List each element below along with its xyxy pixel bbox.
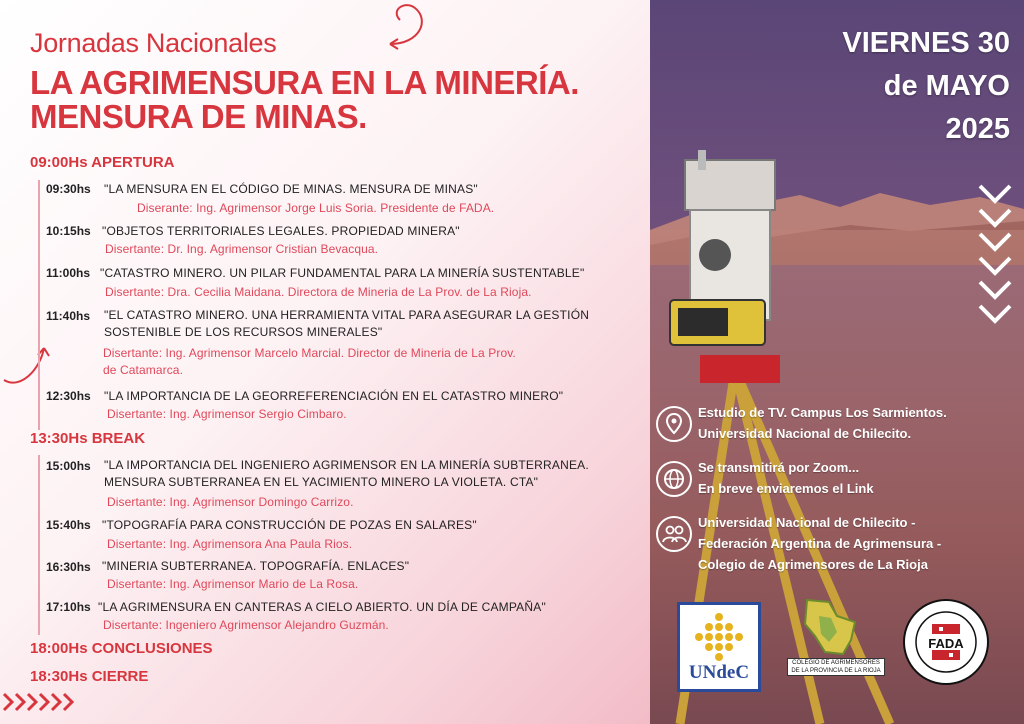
- undec-dots-icon: [680, 609, 758, 664]
- talk-time: 11:00hs: [46, 266, 91, 280]
- fada-logo: [902, 598, 990, 686]
- talk-speaker: Diserante: Ing. Agrimensor Jorge Luis Soria. Presidente de FADA.: [137, 201, 495, 215]
- talk-speaker: Disertante: Ing. Agrimensora Ana Paula Rios.: [107, 537, 353, 551]
- talk-speaker: Disertante: Ing. Agrimensor Mario de La Rosa.: [107, 577, 359, 591]
- talk-title: "TOPOGRAFÍA PARA CONSTRUCCIÓN DE POZAS EN SALARES": [102, 518, 477, 532]
- timeline-line-2: [38, 455, 40, 635]
- talk-speaker: Disertante: Ingeniero Agrimensor Alejandro Guzmán.: [103, 618, 389, 632]
- event-title: LA AGRIMENSURA EN LA MINERÍA. MENSURA DE MINAS.: [30, 64, 579, 135]
- fada-logo-text: FADA: [928, 636, 964, 651]
- talk-time: 10:15hs: [46, 224, 91, 238]
- talk-speaker: Disertante: Ing. Agrimensor Marcelo Marcial. Director de Mineria de La Prov. de Catamarca.: [103, 346, 516, 377]
- location-pin-icon: [656, 406, 692, 442]
- talk-speaker: Disertante: Ing. Agrimensor Domingo Carrizo.: [107, 495, 354, 509]
- talk-time: 16:30hs: [46, 560, 91, 574]
- globe-icon: [656, 461, 692, 497]
- talk-speaker: Disertante: Ing. Agrimensor Sergio Cimbaro.: [107, 407, 347, 421]
- talk-title: "MINERIA SUBTERRANEA. TOPOGRAFÍA. ENLACES": [102, 559, 410, 573]
- colegio-logo-line2: DE LA PROVINCIA DE LA RIOJA: [791, 668, 881, 674]
- timeline-line-1: [38, 180, 40, 430]
- undec-logo: [677, 602, 761, 692]
- la-rioja-map-icon: [785, 596, 885, 658]
- conclusions-label: 18:00Hs CONCLUSIONES: [30, 640, 213, 657]
- event-date: VIERNES 30 de MAYO 2025: [842, 27, 1010, 145]
- talk-title: "EL CATASTRO MINERO. UNA HERRAMIENTA VITAL PARA ASEGURAR LA GESTIÓN SOSTENIBLE DE LOS RECURSOS MINERALES": [104, 308, 590, 339]
- talk-time: 15:00hs: [46, 459, 91, 473]
- swirl-arrow-icon: [360, 0, 450, 50]
- stream-info: Se transmitirá por Zoom... En breve enviaremos el Link: [698, 460, 874, 496]
- chevrons-right-icon: [0, 690, 90, 714]
- closing-label: 18:30Hs CIERRE: [30, 668, 149, 685]
- colegio-logo-line1: COLEGIO DE AGRIMENSORES: [792, 660, 880, 666]
- talk-title: "LA AGRIMENSURA EN CANTERAS A CIELO ABIERTO. UN DÍA DE CAMPAÑA": [98, 600, 546, 614]
- chevrons-down-icon: [974, 180, 1016, 325]
- talk-time: 15:40hs: [46, 518, 91, 532]
- opening-label: 09:00Hs APERTURA: [30, 154, 175, 171]
- talk-title: "LA MENSURA EN EL CÓDIGO DE MINAS. MENSURA DE MINAS": [104, 182, 478, 196]
- undec-logo-text: UNdeC: [688, 662, 750, 683]
- talk-title: "LA IMPORTANCIA DE LA GEORREFERENCIACIÓN EN EL CATASTRO MINERO": [104, 389, 564, 403]
- event-location: Estudio de TV. Campus Los Sarmientos. Universidad Nacional de Chilecito.: [698, 405, 947, 441]
- talk-time: 12:30hs: [46, 389, 91, 403]
- colegio-logo-text: [787, 658, 885, 676]
- event-subtitle: Jornadas Nacionales: [30, 28, 277, 58]
- break-label: 13:30Hs BREAK: [30, 430, 146, 447]
- people-icon: [656, 516, 692, 552]
- talk-time: 17:10hs: [46, 600, 91, 614]
- talk-time: 09:30hs: [46, 182, 91, 196]
- talk-title: "CATASTRO MINERO. UN PILAR FUNDAMENTAL PARA LA MINERÍA SUSTENTABLE": [100, 266, 585, 280]
- talk-speaker: Disertante: Dr. Ing. Agrimensor Cristian Bevacqua.: [105, 242, 379, 256]
- talk-time: 11:40hs: [46, 309, 91, 323]
- organizers-info: Universidad Nacional de Chilecito - Federación Argentina de Agrimensura - Colegio de Agrimensores de La Rioja: [698, 515, 942, 572]
- colegio-logo: [785, 596, 885, 686]
- talk-title: "LA IMPORTANCIA DEL INGENIERO AGRIMENSOR EN LA MINERÍA SUBTERRANEA. MENSURA SUBTERRANEA EN EL YACIMIENTO MINERO LA VIOLETA. CTA": [104, 458, 589, 489]
- curl-arrow-icon: [0, 340, 60, 390]
- talk-speaker: Disertante: Dra. Cecilia Maidana. Directora de Mineria de La Prov. de La Rioja.: [105, 285, 532, 299]
- talk-title: "OBJETOS TERRITORIALES LEGALES. PROPIEDAD MINERA": [102, 224, 460, 238]
